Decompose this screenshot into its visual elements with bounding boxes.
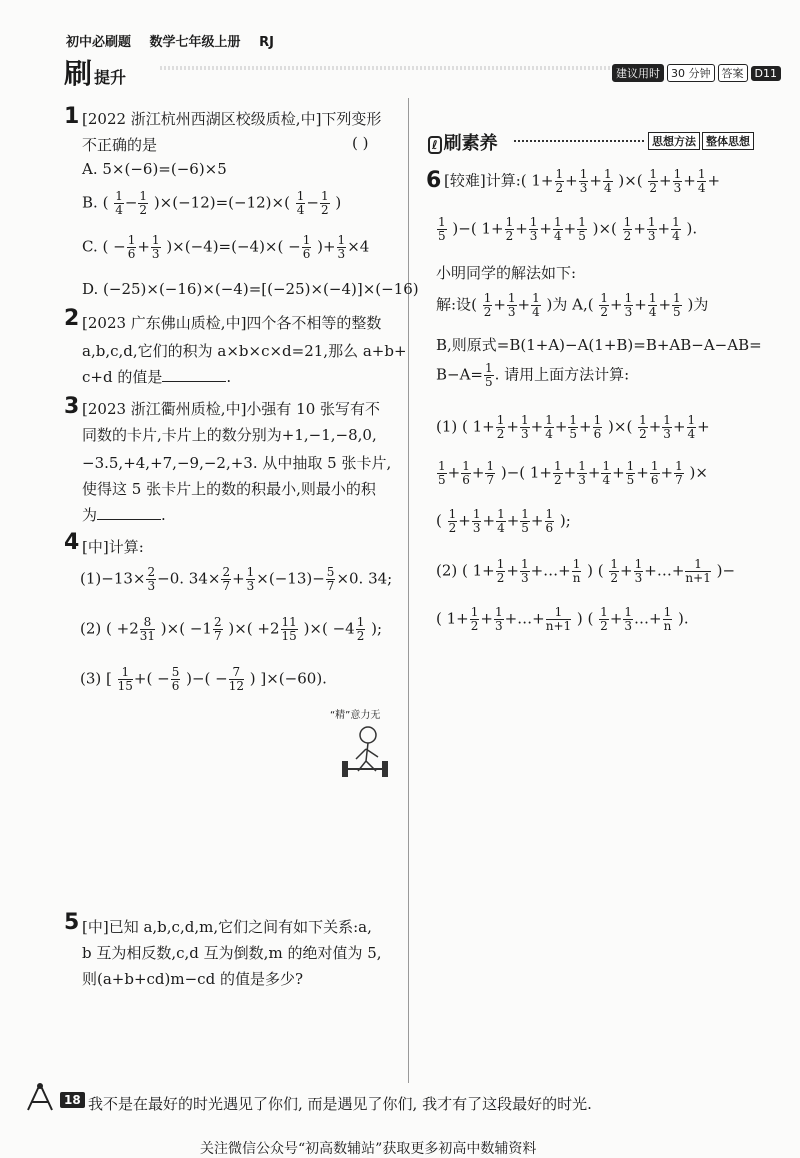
weightlifter-cartoon — [330, 706, 400, 783]
bottom-note: 关注微信公众号“初高数辅站”获取更多初高中数辅资料 — [200, 1141, 537, 1157]
q5-number: 5 — [64, 910, 80, 935]
q6-part-2-b: ( 1+ $\frac{1}{2}$ + $\frac{1}{3}$ +…+ $\frac{1}{n+1}$ ) ( $\frac{1}{2}$ + $\frac{1}{3}$ …+ $\frac{1}{n}$ ). — [436, 605, 689, 633]
title-big: 刷 — [64, 57, 93, 90]
q2-number: 2 — [64, 306, 80, 331]
time-info — [612, 64, 781, 82]
q6-number: 6 — [426, 168, 442, 193]
q6-intro: 小明同学的解法如下: — [436, 264, 577, 282]
q6-part-1-a: (1) ( 1+ $\frac{1}{2}$ + $\frac{1}{3}$ + $\frac{1}{4}$ + $\frac{1}{5}$ + $\frac{1}{6}$ )×( $\frac{1}{2}$ + $\frac{1}{3}$ + $\frac{1}{4}$ + — [436, 413, 710, 441]
q6-solution-3: B−A= $\frac{1}{5}$ . 请用上面方法计算: — [436, 361, 630, 389]
q3-text-4: 使得这 5 张卡片上的数的积最小,则最小的积 — [82, 480, 376, 498]
q1-number: 1 — [64, 104, 80, 129]
time-label: 建议用时 — [612, 64, 664, 82]
compass-icon — [22, 1082, 58, 1116]
section-title: ℓ 刷素养 — [428, 129, 498, 155]
answer-label: 答案 — [718, 64, 748, 82]
q4-head: [中]计算: — [82, 538, 144, 556]
q6-solution-2: B,则原式=B(1+A)−A(1+B)=B+AB−A−AB= — [436, 336, 762, 354]
q3-blank — [97, 519, 161, 520]
q6-solution-1: 解:设( $\frac{1}{2}$ + $\frac{1}{3}$ + $\frac{1}{4}$ )为 A,( $\frac{1}{2}$ + $\frac{1}{3}$ + $\frac{1}{4}$ + $\frac{1}{5}$ )为 — [436, 291, 709, 319]
q2-text-3: c+d 的值是 . — [82, 368, 232, 386]
q5-text-1: [中]已知 a,b,c,d,m,它们之间有如下关系:a, — [82, 918, 372, 936]
cartoon-caption: “精”意力无 — [330, 710, 381, 721]
page-title — [64, 52, 126, 92]
q3-text-2: 同数的卡片,卡片上的数分别为+1,−1,−8,0, — [82, 426, 377, 444]
q4-number: 4 — [64, 530, 80, 555]
q1-text-1: [2022 浙江杭州西湖区校级质检,中]下列变形 — [82, 110, 382, 128]
time-value: 30 分钟 — [667, 64, 715, 82]
q1-text-2: 不正确的是 — [82, 136, 158, 154]
q5-text-3: 则(a+b+cd)m−cd 的值是多少? — [82, 970, 303, 988]
subject-name: 数学七年级上册 — [149, 35, 241, 50]
q2-text-2: a,b,c,d,它们的积为 a×b×c×d=21,那么 a+b+ — [82, 342, 407, 360]
q3-number: 3 — [64, 394, 80, 419]
q3-text-3: −3.5,+4,+7,−9,−2,+3. 从中抽取 5 张卡片, — [82, 454, 392, 472]
q1-option-b: B. ( $\frac{1}{4}$ − $\frac{1}{2}$ )×(−12)=(−12)×( $\frac{1}{4}$ − $\frac{1}{2}$ ) — [82, 189, 342, 217]
book-name: 初中必刷题 — [66, 35, 132, 50]
q6-line-1: [较难]计算:( 1+ $\frac{1}{2}$ + $\frac{1}{3}$ + $\frac{1}{4}$ )×( $\frac{1}{2}$ + $\frac{1}{3}$ + $\frac{1}{4}$ + — [444, 167, 721, 195]
q6-part-1-b: $\frac{1}{5}$ + $\frac{1}{6}$ + $\frac{1}{7}$ )−( 1+ $\frac{1}{2}$ + $\frac{1}{3}$ + $\frac{1}{4}$ + $\frac{1}{5}$ + $\frac{1}{6}$ + $\frac{1}{7}$ )× — [438, 459, 708, 487]
q6-part-1-c: ( $\frac{1}{2}$ + $\frac{1}{3}$ + $\frac{1}{4}$ + $\frac{1}{5}$ + $\frac{1}{6}$ ); — [436, 507, 571, 535]
section-dots — [514, 140, 644, 142]
method-badges — [648, 132, 754, 150]
q6-part-2-a: (2) ( 1+ $\frac{1}{2}$ + $\frac{1}{3}$ +…+ $\frac{1}{n}$ ) ( $\frac{1}{2}$ + $\frac{1}{3}$ +…+ $\frac{1}{n+1}$ )− — [436, 557, 736, 585]
q1-option-c: C. ( − $\frac{1}{6}$ + $\frac{1}{3}$ )×(−4)=(−4)×( − $\frac{1}{6}$ )+ $\frac{1}{3}$ ×4 — [82, 233, 370, 261]
page-number: 18 — [60, 1092, 85, 1108]
q3-text-1: [2023 浙江衢州质检,中]小强有 10 张写有不 — [82, 400, 381, 418]
q4-part-2: (2) ( +2 $\frac{8}{31}$ )×( −1 $\frac{2}{7}$ )×( +2 $\frac{11}{15}$ )×( −4 $\frac{1}{2}$ ); — [80, 615, 383, 643]
q1-option-a: A. 5×(−6)=(−6)×5 — [82, 160, 227, 178]
q1-option-d: D. (−25)×(−16)×(−4)=[(−25)×(−4)]×(−16) — [82, 280, 419, 298]
badge-method: 思想方法 — [648, 132, 700, 150]
edition: RJ — [259, 35, 274, 50]
q4-part-3: (3) [ $\frac{1}{15}$ +( − $\frac{5}{6}$ )−( − $\frac{7}{12}$ ) ]×(−60). — [80, 665, 327, 693]
badge-idea: 整体思想 — [702, 132, 754, 150]
q2-text-1: [2023 广东佛山质检,中]四个各不相等的整数 — [82, 314, 382, 332]
title-small: 提升 — [94, 68, 127, 87]
footer-quote: 我不是在最好的时光遇见了你们, 而是遇见了你们, 我才有了这段最好的时光. — [88, 1095, 592, 1113]
q3-text-5: 为 . — [82, 506, 166, 524]
q5-text-2: b 互为相反数,c,d 互为倒数,m 的绝对值为 5, — [82, 944, 382, 962]
book-header — [66, 31, 288, 50]
q1-answer-paren: ( ) — [352, 134, 369, 152]
column-divider — [408, 98, 409, 1083]
answer-code: D11 — [751, 66, 781, 81]
header-rule — [160, 66, 610, 70]
q6-line-2: $\frac{1}{5}$ )−( 1+ $\frac{1}{2}$ + $\frac{1}{3}$ + $\frac{1}{4}$ + $\frac{1}{5}$ )×( $\frac{1}{2}$ + $\frac{1}{3}$ + $\frac{1}{4}$ ). — [438, 215, 698, 243]
q2-blank — [162, 381, 226, 382]
q4-part-1: (1)−13× $\frac{2}{3}$ −0. 34× $\frac{2}{7}$ + $\frac{1}{3}$ ×(−13)− $\frac{5}{7}$ ×0. 34; — [80, 565, 393, 593]
section-icon: ℓ — [428, 136, 442, 154]
